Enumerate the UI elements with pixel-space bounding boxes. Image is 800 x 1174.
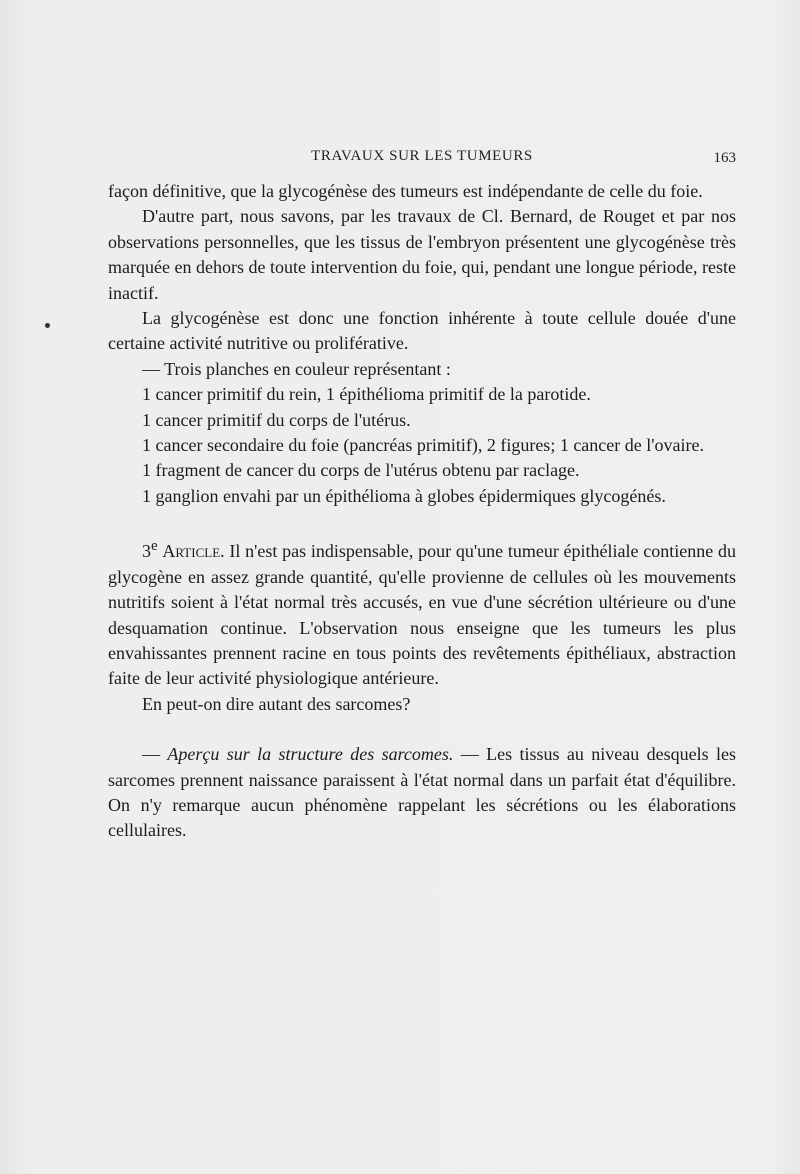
paragraph-article-3 bbox=[108, 534, 736, 691]
margin-mark bbox=[45, 323, 50, 328]
paragraph-2: D'autre part, nous savons, par les travaux de Cl. Bernard, de Rouget et par nos observations personnelles, que les tissus de l'embryon présentent une glycogénèse très marquée en dehors de toute intervention du foie, qui, pendant une longue période, reste inactif. bbox=[108, 206, 736, 303]
article-text: Il n'est pas indispensable, pour qu'une tumeur épithéliale contienne du glycogène en assez grande quantité, qu'elle provienne de cellules où les mouvements nutritifs soient à l'état normal très accusés, en vue d'une sécrétion ultérieure ou d'une desquamation continue. L'observation nous enseigne que les tumeurs les plus envahissantes prennent racine en tous points des revêtements épithéliaux, abstraction faite de leur activité physiologique antérieure. bbox=[108, 541, 736, 689]
page-number: 163 bbox=[713, 150, 736, 166]
paragraph-3: La glycogénèse est donc une fonction inhérente à toute cellule douée d'une certaine activité nutritive ou proliférative. bbox=[108, 308, 736, 354]
paragraph-1: façon définitive, que la glycogénèse des tumeurs est indépendante de celle du foie. bbox=[108, 181, 703, 201]
section-text: — Les tissus au niveau desquels les sarcomes prennent naissance paraissent à l'état normal dans un parfait état d'équilibre. On n'y remarque aucun phénomène rappelant les sécrétions ou les élaborations cellulaires. bbox=[108, 744, 737, 841]
running-title: TRAVAUX SUR LES TUMEURS bbox=[311, 148, 533, 164]
section-dash: — bbox=[142, 744, 168, 765]
article-number: 3 bbox=[142, 541, 151, 562]
list-item-4: 1 fragment de cancer du corps de l'utérus obtenu par raclage. bbox=[142, 460, 580, 481]
list-item-5: 1 ganglion envahi par un épithélioma à globes épidermiques glycogénés. bbox=[142, 485, 666, 506]
list-item-1: 1 cancer primitif du rein, 1 épithélioma primitif de la parotide. bbox=[142, 384, 591, 405]
section-heading: Aperçu sur la structure des sarcomes. bbox=[167, 744, 454, 765]
paragraph-4: — Trois planches en couleur représentant : bbox=[142, 358, 451, 379]
body-text bbox=[108, 179, 736, 844]
paragraph-sarcomes bbox=[108, 742, 736, 844]
article-number-suffix: e bbox=[151, 538, 158, 555]
list-item-2: 1 cancer primitif du corps de l'utérus. bbox=[142, 409, 411, 430]
list-item-3: 1 cancer secondaire du foie (pancréas primitif), 2 figures; 1 cancer de l'ovaire. bbox=[142, 435, 704, 456]
article-label: Article. bbox=[162, 541, 225, 562]
page-header bbox=[108, 146, 736, 168]
paragraph-question: En peut-on dire autant des sarcomes? bbox=[142, 693, 411, 714]
